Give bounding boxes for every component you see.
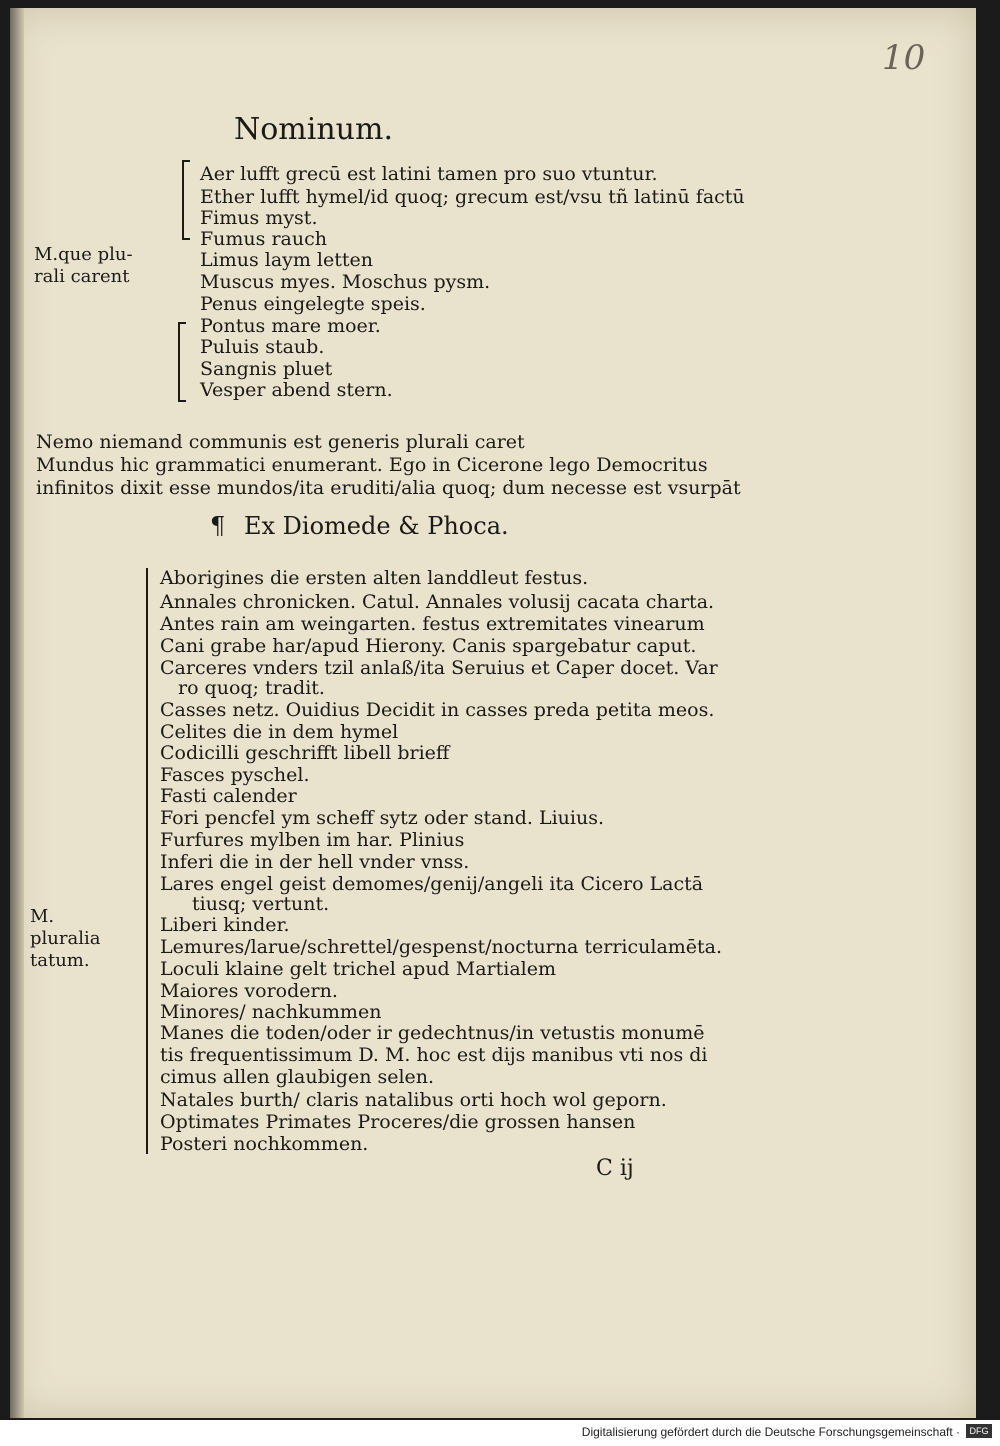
group1-line: Pontus mare moer. xyxy=(200,315,381,337)
group2-line: ro quoq; tradit. xyxy=(178,677,325,699)
signature-mark: C ij xyxy=(596,1156,634,1181)
group2-line: cimus allen glaubigen selen. xyxy=(160,1066,435,1088)
page-gutter xyxy=(10,8,24,1418)
group1-brace-bottom xyxy=(178,322,186,402)
group2-line: Manes die toden/oder ir gedechtnus/in vetustis monumē xyxy=(160,1022,705,1044)
section-marker: ¶ xyxy=(210,512,226,540)
group2-line: Fasces pyschel. xyxy=(160,764,310,786)
group2-line: Fori pencfel ym scheff sytz oder stand. Liuius. xyxy=(160,807,605,829)
group2-line: Furfures mylben im har. Plinius xyxy=(160,829,465,851)
footer-credit: Digitalisierung gefördert durch die Deutsche Forschungsgemeinschaft · xyxy=(581,1425,960,1439)
group2-line: Loculi klaine gelt trichel apud Martialem xyxy=(160,958,557,980)
group2-line: Codicilli geschrifft libell brieff xyxy=(160,742,450,764)
group2-line: Celites die in dem hymel xyxy=(160,721,399,743)
group1-line: Limus laym letten xyxy=(200,249,374,271)
group2-line: Antes rain am weingarten. festus extremitates vinearum xyxy=(160,613,705,635)
group2-line: Cani grabe har/apud Hierony. Canis spargebatur caput. xyxy=(160,635,697,657)
group2-line: Optimates Primates Proceres/die grossen hansen xyxy=(160,1111,636,1133)
group2-line: tis frequentissimum D. M. hoc est dijs manibus vti nos di xyxy=(160,1044,708,1066)
group1-line: Fumus rauch xyxy=(200,228,327,250)
paragraph-line: Mundus hic grammatici enumerant. Ego in Cicerone lego Democritus xyxy=(36,454,708,476)
group2-line: Lares engel geist demomes/genij/angeli ita Cicero Lactā xyxy=(160,873,704,895)
group1-brace-top xyxy=(182,160,190,240)
group2-line: Inferi die in der hell vnder vnss. xyxy=(160,851,470,873)
group2-line: Fasti calender xyxy=(160,785,297,807)
group1-margin-note: M.que plu- rali carent xyxy=(34,244,133,287)
group2-line: Natales burth/ claris natalibus orti hoch wol geporn. xyxy=(160,1089,667,1111)
group2-margin-note: M. pluralia tatum. xyxy=(30,906,101,971)
group1-line: Sangnis pluet xyxy=(200,358,333,380)
group1-line: Vesper abend stern. xyxy=(200,379,393,401)
dfg-logo: DFG xyxy=(966,1424,992,1438)
group2-brace xyxy=(146,568,148,1154)
paragraph-line: Nemo niemand communis est generis plurali caret xyxy=(36,431,525,453)
group2-line: Posteri nochkommen. xyxy=(160,1133,369,1155)
group1-line: Ether lufft hymel/id quoq; grecum est/vsu tñ latinū factū xyxy=(200,186,745,208)
group2-line: Minores/ nachkummen xyxy=(160,1001,382,1023)
group2-line: Lemures/larue/schrettel/gespenst/nocturna terriculamēta. xyxy=(160,936,723,958)
group2-line: Casses netz. Ouidius Decidit in casses preda petita meos. xyxy=(160,699,715,721)
group1-line: Muscus myes. Moschus pysm. xyxy=(200,271,491,293)
group1-line: Aer lufft grecū est latini tamen pro suo vtuntur. xyxy=(200,163,658,185)
group2-line: Liberi kinder. xyxy=(160,914,290,936)
group2-line: Annales chronicken. Catul. Annales volusij cacata charta. xyxy=(160,591,715,613)
paragraph-line: infinitos dixit esse mundos/ita eruditi/alia quoq; dum necesse est vsurpāt xyxy=(36,477,741,499)
page-heading: Nominum. xyxy=(234,112,393,147)
group2-line: tiusq; vertunt. xyxy=(192,893,330,915)
group1-line: Penus eingelegte speis. xyxy=(200,293,426,315)
group2-line: Maiores vorodern. xyxy=(160,980,338,1002)
group1-line: Fimus myst. xyxy=(200,207,318,229)
group2-line: Aborigines die ersten alten landdleut festus. xyxy=(160,567,589,589)
group1-line: Puluis staub. xyxy=(200,336,325,358)
section-title: Ex Diomede & Phoca. xyxy=(244,512,509,540)
page-number: 10 xyxy=(882,38,926,78)
group2-line: Carceres vnders tzil anlaß/ita Seruius et Caper docet. Var xyxy=(160,657,718,679)
